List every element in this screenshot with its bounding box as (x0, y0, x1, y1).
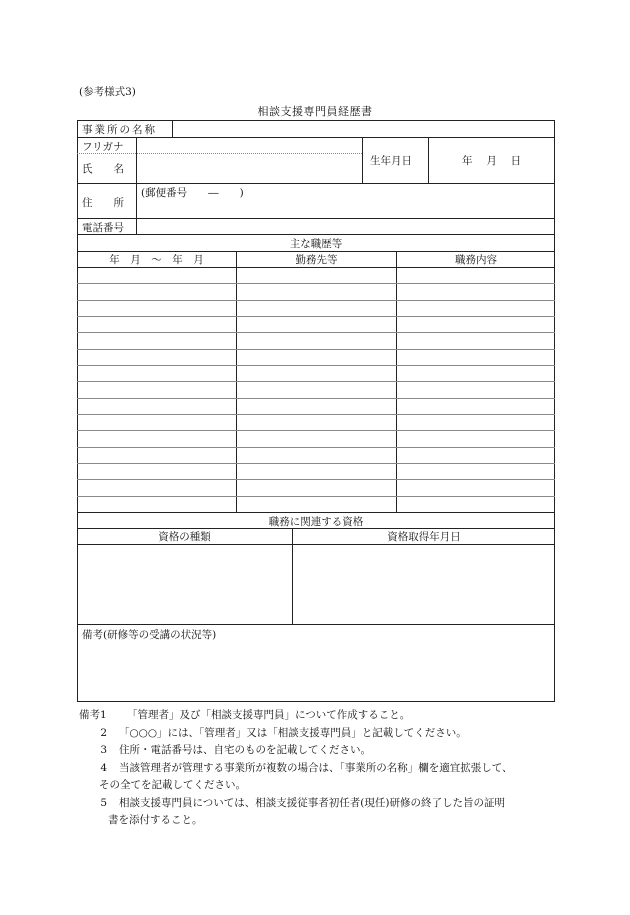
notes-list (79, 707, 559, 830)
postal-code-label: (郵便番号 ― ) (141, 187, 244, 199)
name-label: 氏 名 (82, 163, 124, 175)
note-number: 備考1 (79, 709, 107, 721)
birthdate-value[interactable]: 年 月 日 (462, 155, 522, 167)
career-row[interactable] (78, 366, 554, 381)
career-row[interactable] (78, 497, 554, 512)
note-text: 「管理者」及び「相談支援専門員」について作成すること。 (127, 709, 411, 721)
address-label: 住 所 (82, 197, 124, 209)
phone-field[interactable] (137, 219, 554, 233)
form-number-label: (参考様式3) (79, 86, 136, 98)
career-row[interactable] (78, 448, 554, 463)
furigana-field[interactable] (137, 138, 361, 152)
phone-label: 電話番号 (82, 222, 124, 234)
note-text: 「○○○」には、「管理者」又は「相談支援専門員」と記載してください。 (119, 726, 467, 739)
note-text: 相談支援専門員については、相談支援従事者初任者(現任)研修の終了した旨の証明 (119, 796, 505, 809)
note-text: 住所・電話番号は、自宅のものを記載してください。 (119, 744, 371, 756)
career-col-period: 年 月 ～ 年 月 (109, 254, 204, 266)
career-col-duties: 職務内容 (455, 254, 497, 266)
career-row[interactable] (78, 350, 554, 365)
remarks-field[interactable] (78, 643, 554, 700)
note-number: 3 (100, 744, 107, 756)
career-row[interactable] (78, 431, 554, 446)
note-text: 当該管理者が管理する事業所が複数の場合は、「事業所の名称」欄を適宜拡張して、 (119, 761, 513, 774)
career-row[interactable] (78, 464, 554, 479)
remarks-label: 備考(研修等の受講の状況等) (82, 629, 217, 641)
note-text-continued: その全てを記載してください。 (99, 779, 246, 791)
note-item (79, 760, 559, 778)
office-name-label: 事業所の名称 (82, 124, 157, 136)
qualification-col-date: 資格取得年月日 (387, 531, 461, 543)
career-row[interactable] (78, 480, 554, 495)
furigana-label: フリガナ (82, 141, 124, 153)
career-col-employer: 勤務先等 (295, 254, 338, 266)
career-row[interactable] (78, 284, 554, 299)
career-row[interactable] (78, 382, 554, 397)
note-number: 4 (100, 761, 107, 774)
note-number: 5 (100, 796, 107, 809)
office-name-field[interactable] (173, 121, 554, 136)
career-row[interactable] (78, 333, 554, 348)
note-item-continued (79, 812, 559, 830)
career-row[interactable] (78, 317, 554, 332)
qualification-type-field[interactable] (78, 545, 291, 623)
qualification-col-type: 資格の種類 (158, 531, 211, 543)
note-item (79, 742, 559, 760)
career-row[interactable] (78, 268, 554, 283)
note-item (79, 795, 559, 813)
note-item (79, 707, 559, 725)
note-text-continued: 書を添付すること。 (108, 814, 203, 826)
career-section-title: 主な職歴等 (289, 238, 343, 250)
birthdate-label: 生年月日 (370, 155, 412, 167)
career-row[interactable] (78, 301, 554, 316)
document-title: 相談支援専門員経歴書 (257, 105, 373, 118)
career-row[interactable] (78, 399, 554, 414)
note-item (79, 725, 559, 743)
qualification-date-field[interactable] (293, 545, 554, 623)
career-row[interactable] (78, 415, 554, 430)
address-field[interactable] (137, 198, 554, 216)
note-number: 2 (100, 726, 107, 739)
qualifications-section-title: 職務に関連する資格 (268, 516, 364, 528)
name-field[interactable] (137, 155, 361, 182)
note-item-continued (79, 777, 559, 795)
